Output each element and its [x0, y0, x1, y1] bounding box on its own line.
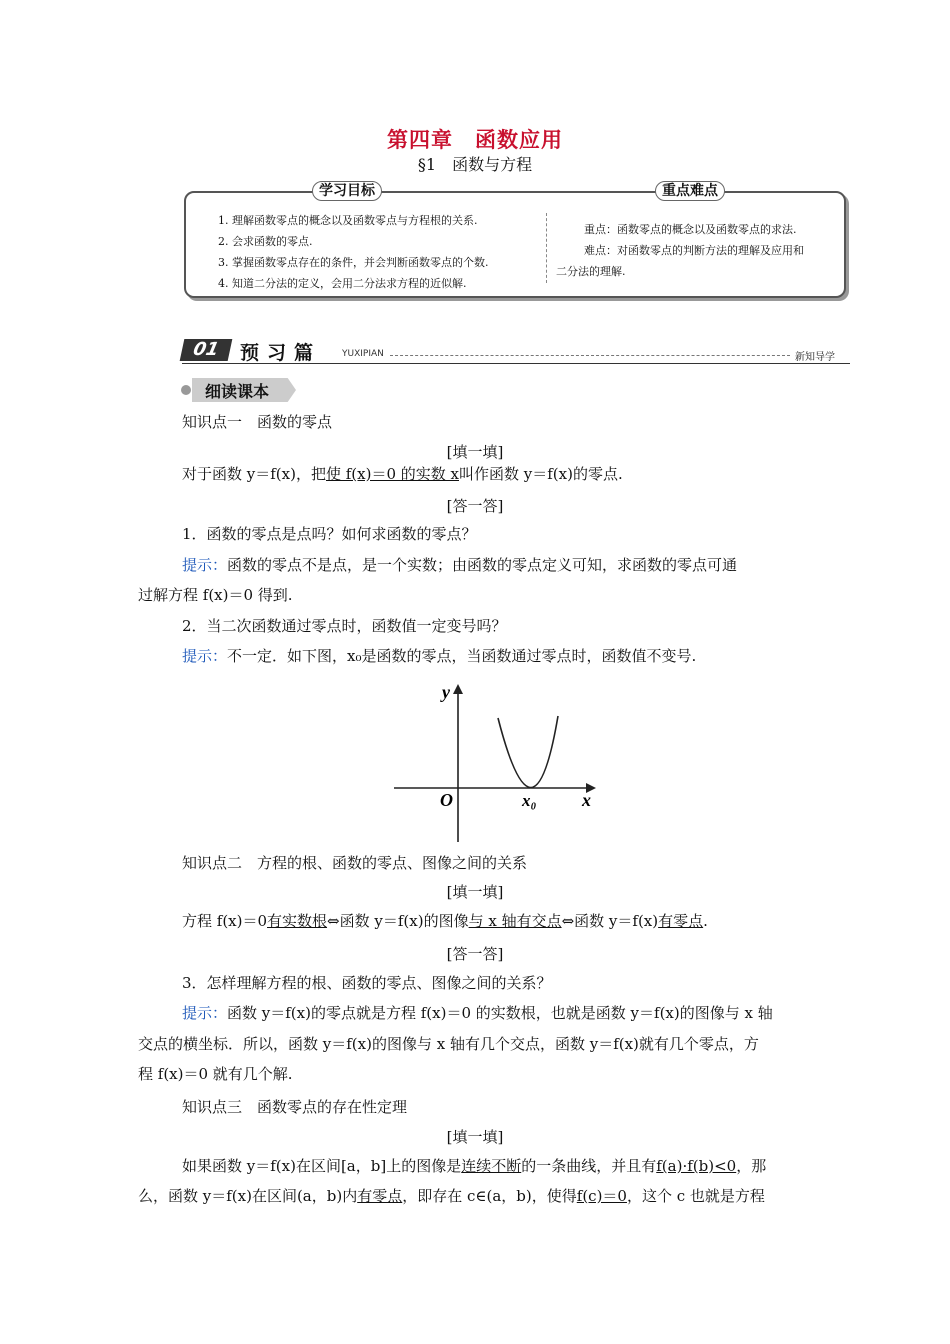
k2-part: ⇔函数 y＝f(x)的图像: [327, 912, 469, 930]
read-banner-text: 细读课本: [205, 382, 270, 401]
objectives-list: [218, 210, 538, 294]
objective-item: 3. 掌握函数零点存在的条件，并会判断函数零点的个数.: [218, 256, 489, 269]
k1-fill-post: 叫作函数 y＝f(x)的零点.: [459, 465, 623, 483]
q2: 2．当二次函数通过零点时，函数值一定变号吗？: [182, 617, 507, 635]
k2-part: 方程 f(x)＝0: [182, 912, 268, 930]
objective-item: 1. 理解函数零点的概念以及函数零点与方程根的关系.: [218, 214, 478, 227]
a3-line1-text: 函数 y＝f(x)的零点就是方程 f(x)＝0 的实数根，也就是函数 y＝f(x)的图像与 x 轴: [227, 1004, 773, 1022]
k3-fill-label: [填一填]: [446, 1128, 504, 1146]
section-name: 预习篇: [240, 342, 322, 364]
k1-fill-label: [填一填]: [446, 443, 504, 461]
k3-line1: [138, 1151, 814, 1181]
a1-line2: 过解方程 f(x)＝0 得到.: [138, 586, 293, 604]
k2-qa-label: [答一答]: [446, 945, 504, 963]
a1-line1: [138, 550, 814, 580]
k1-fill-blank: 使 f(x)＝0 的实数 x: [325, 465, 459, 483]
k2-heading: 知识点二 方程的根、函数的零点、图像之间的关系: [182, 854, 528, 872]
objective-item: 4. 知道二分法的定义，会用二分法求方程的近似解.: [218, 277, 467, 290]
k3-part: 么，函数 y＝f(x)在区间(a，b)内: [138, 1187, 358, 1205]
k3-blank: f(c)＝0: [576, 1187, 627, 1205]
k3-blank: f(a)·f(b)<0: [656, 1157, 737, 1175]
section-number: 01: [180, 339, 233, 361]
k2-fill-label: [填一填]: [446, 883, 504, 901]
k3-blank: 有零点: [357, 1187, 403, 1205]
parabola-curve: [498, 716, 558, 788]
k1-fill-pre: 对于函数 y＝f(x)，把: [182, 465, 326, 483]
x0-label: x₀: [522, 791, 537, 810]
k2-blank: 有实数根: [267, 912, 328, 930]
banner-dot-icon: [181, 385, 191, 395]
k3-part: 如果函数 y＝f(x)在区间[a，b]上的图像是: [182, 1157, 462, 1175]
hint-label: 提示：: [182, 1004, 228, 1022]
a1-line1-text: 函数的零点不是点，是一个实数；由函数的零点定义可知，求函数的零点可通: [227, 556, 738, 574]
hint-label: 提示：: [182, 556, 228, 574]
k3-part: ，这个 c 也就是方程: [626, 1187, 765, 1205]
k3-blank: 连续不断: [461, 1157, 522, 1175]
objective-item: 2. 会求函数的零点.: [218, 235, 313, 248]
k2-fill-text: [138, 906, 814, 936]
k2-part: .: [703, 912, 708, 930]
k1-fill-text: [138, 459, 814, 489]
a2-text: 不一定．如下图，x₀是函数的零点，当函数通过零点时，函数值不变号.: [227, 647, 697, 665]
y-axis-arrow: [453, 684, 463, 694]
k2-blank: 与 x 轴有交点: [468, 912, 562, 930]
k2-blank: 有零点: [658, 912, 704, 930]
objectives-divider: [546, 213, 547, 283]
section-right-label: 新知导学: [795, 352, 835, 363]
keypoints-tab: 重点难点: [655, 181, 725, 201]
hint-label: 提示：: [182, 647, 228, 665]
x-axis-label: x: [582, 790, 591, 810]
section-pinyin: YUXIPIAN: [342, 349, 384, 359]
keypoints-text: [556, 219, 836, 282]
chapter-title: 第四章 函数应用: [387, 128, 563, 152]
k3-heading: 知识点三 函数零点的存在性定理: [182, 1098, 408, 1116]
y-axis-label: y: [442, 682, 450, 702]
k3-part: 的一条曲线，并且有: [521, 1157, 657, 1175]
difficulty-line2: 二分法的理解.: [556, 265, 626, 278]
objectives-tab: 学习目标: [312, 181, 382, 201]
section-title: §1 函数与方程: [417, 155, 533, 174]
a2: [138, 641, 814, 671]
a3-line2: 交点的横坐标．所以，函数 y＝f(x)的图像与 x 轴有几个交点，函数 y＝f(x)就有几个零点，方: [138, 1035, 759, 1053]
section-underline: [182, 363, 850, 364]
k1-heading: 知识点一 函数的零点: [182, 413, 333, 431]
difficulty-line1: 难点：对函数零点的判断方法的理解及应用和: [584, 244, 804, 257]
origin-label: O: [440, 790, 453, 810]
k2-part: ⇔函数 y＝f(x): [561, 912, 659, 930]
section-dashed-line: [390, 355, 790, 356]
k3-part: ，即存在 c∈(a，b)，使得: [402, 1187, 577, 1205]
k3-line2: [138, 1181, 814, 1211]
k3-part: ，那: [736, 1157, 767, 1175]
a3-line3: 程 f(x)＝0 就有几个解.: [138, 1065, 293, 1083]
key-point: 重点：函数零点的概念以及函数零点的求法.: [584, 223, 797, 236]
q3: 3．怎样理解方程的根、函数的零点、图像之间的关系？: [182, 974, 552, 992]
a3-line1: [138, 998, 814, 1028]
k1-qa-label: [答一答]: [446, 497, 504, 515]
q1: 1．函数的零点是点吗？如何求函数的零点？: [182, 525, 477, 543]
parabola-graph: [390, 676, 610, 848]
